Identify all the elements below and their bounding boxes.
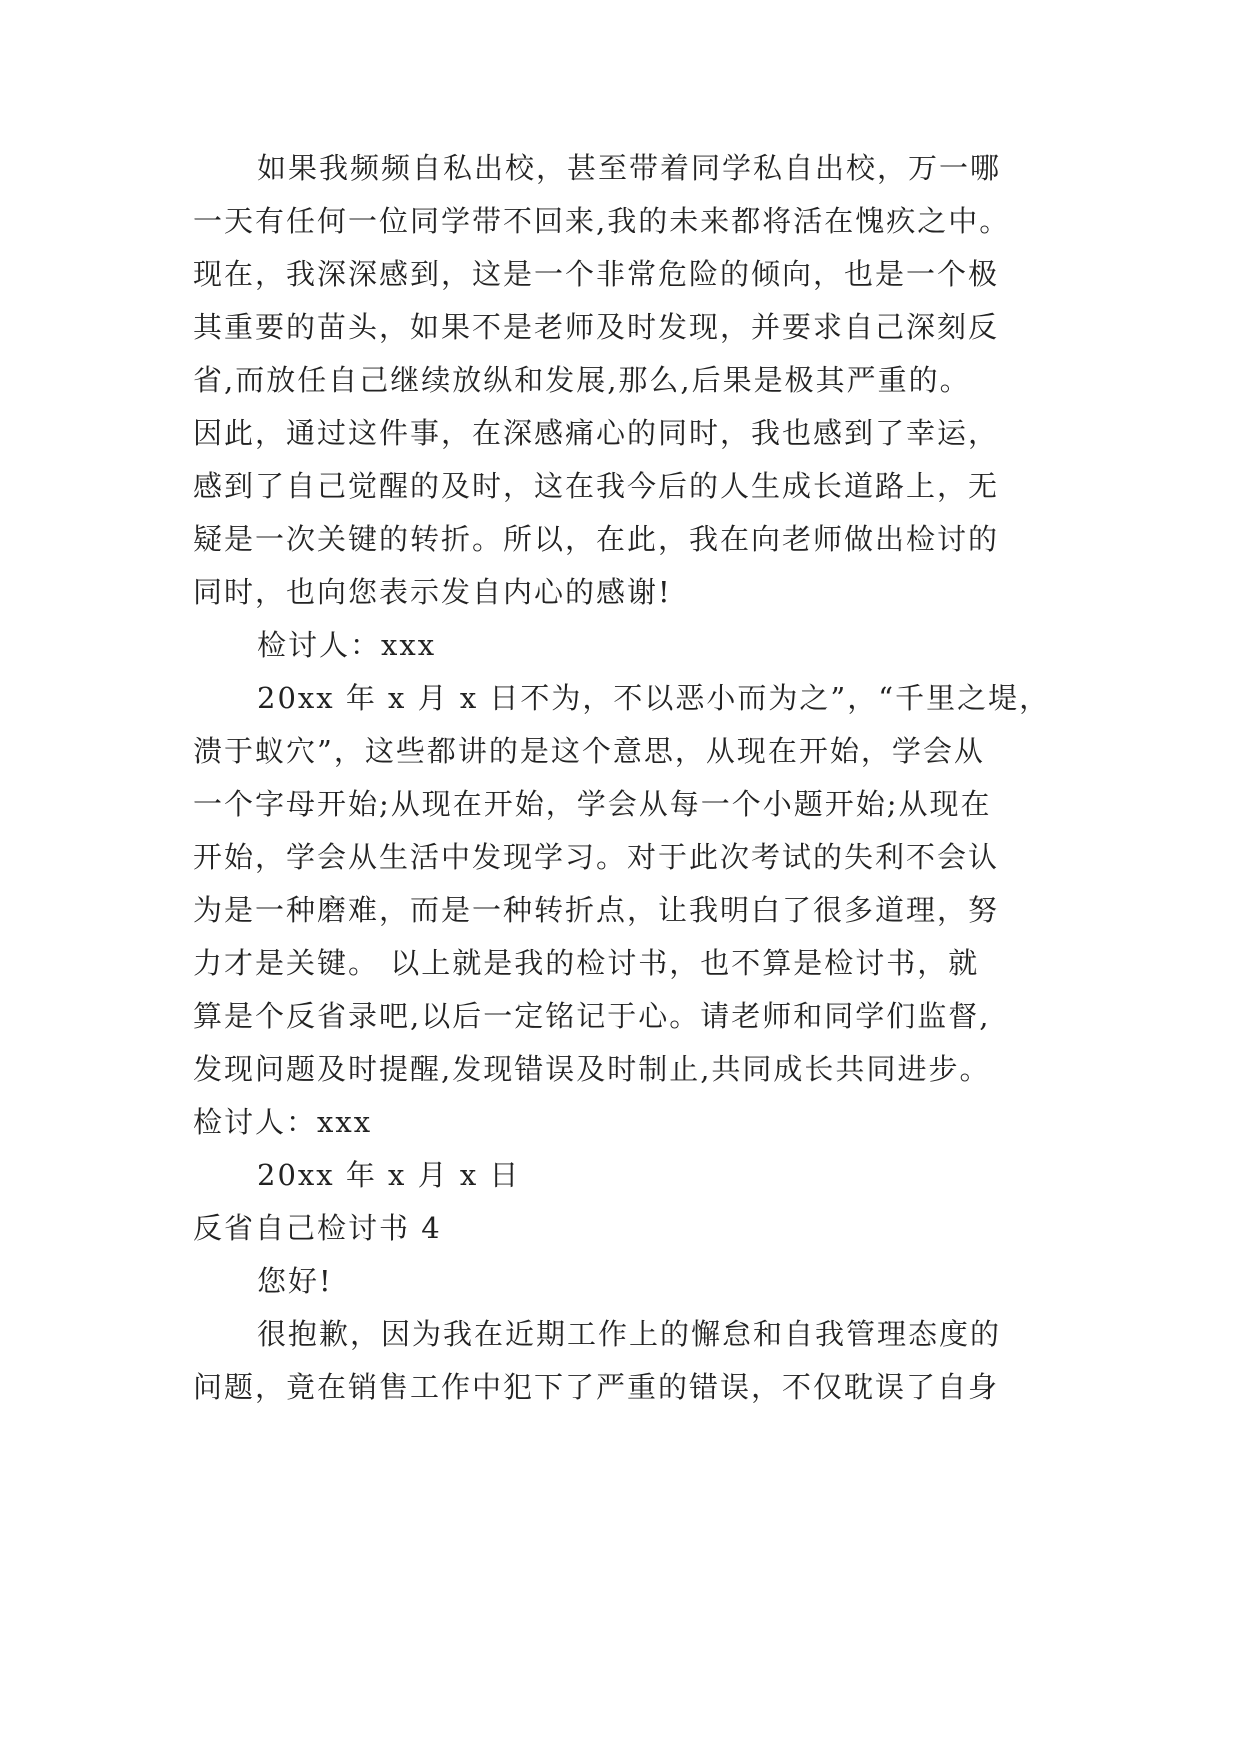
text-line: 开始，学会从生活中发现学习。对于此次考试的失利不会认 [193,840,1000,874]
text-line: 溃于蚁穴”，这些都讲的是这个意思，从现在开始，学会从 [193,734,985,768]
signature-line: 检讨人：xxx [193,1105,373,1139]
text-line: 一天有任何一位同学带不回来,我的未来都将活在愧疚之中。 [193,204,1011,238]
text-line: 算是个反省录吧,以后一定铭记于心。请老师和同学们监督, [193,999,991,1033]
text-line: 问题，竟在销售工作中犯下了严重的错误，不仅耽误了自身 [193,1370,1000,1404]
text-line: 力才是关键。 以上就是我的检讨书，也不算是检讨书，就 [193,946,980,980]
text-line: 如果我频频自私出校，甚至带着同学私自出校，万一哪 [257,151,1002,185]
text-line: 感到了自己觉醒的及时，这在我今后的人生成长道路上，无 [193,469,1000,503]
text-line: 现在，我深深感到，这是一个非常危险的倾向，也是一个极 [193,257,1000,291]
text-line: 20xx 年 x 月 x 日不为，不以恶小而为之”，“千里之堤， [257,681,1051,715]
text-line: 发现问题及时提醒,发现错误及时制止,共同成长共同进步。 [193,1052,991,1086]
text-line: 很抱歉，因为我在近期工作上的懈怠和自我管理态度的 [257,1317,1002,1351]
text-line: 一个字母开始;从现在开始，学会从每一个小题开始;从现在 [193,787,992,821]
date-line: 20xx 年 x 月 x 日 [257,1158,521,1192]
signature-line: 检讨人：xxx [257,628,437,662]
text-line: 省,而放任自己继续放纵和发展,那么,后果是极其严重的。 [193,363,971,397]
section-title: 反省自己检讨书 4 [193,1211,442,1245]
text-line: 疑是一次关键的转折。所以，在此，我在向老师做出检讨的 [193,522,1000,556]
text-line: 为是一种磨难，而是一种转折点，让我明白了很多道理，努 [193,893,1000,927]
greeting-line: 您好! [257,1264,333,1298]
text-line: 同时，也向您表示发自内心的感谢! [193,575,672,609]
text-line: 其重要的苗头，如果不是老师及时发现，并要求自己深刻反 [193,310,1000,344]
text-line: 因此，通过这件事，在深感痛心的同时，我也感到了幸运， [193,416,1000,450]
